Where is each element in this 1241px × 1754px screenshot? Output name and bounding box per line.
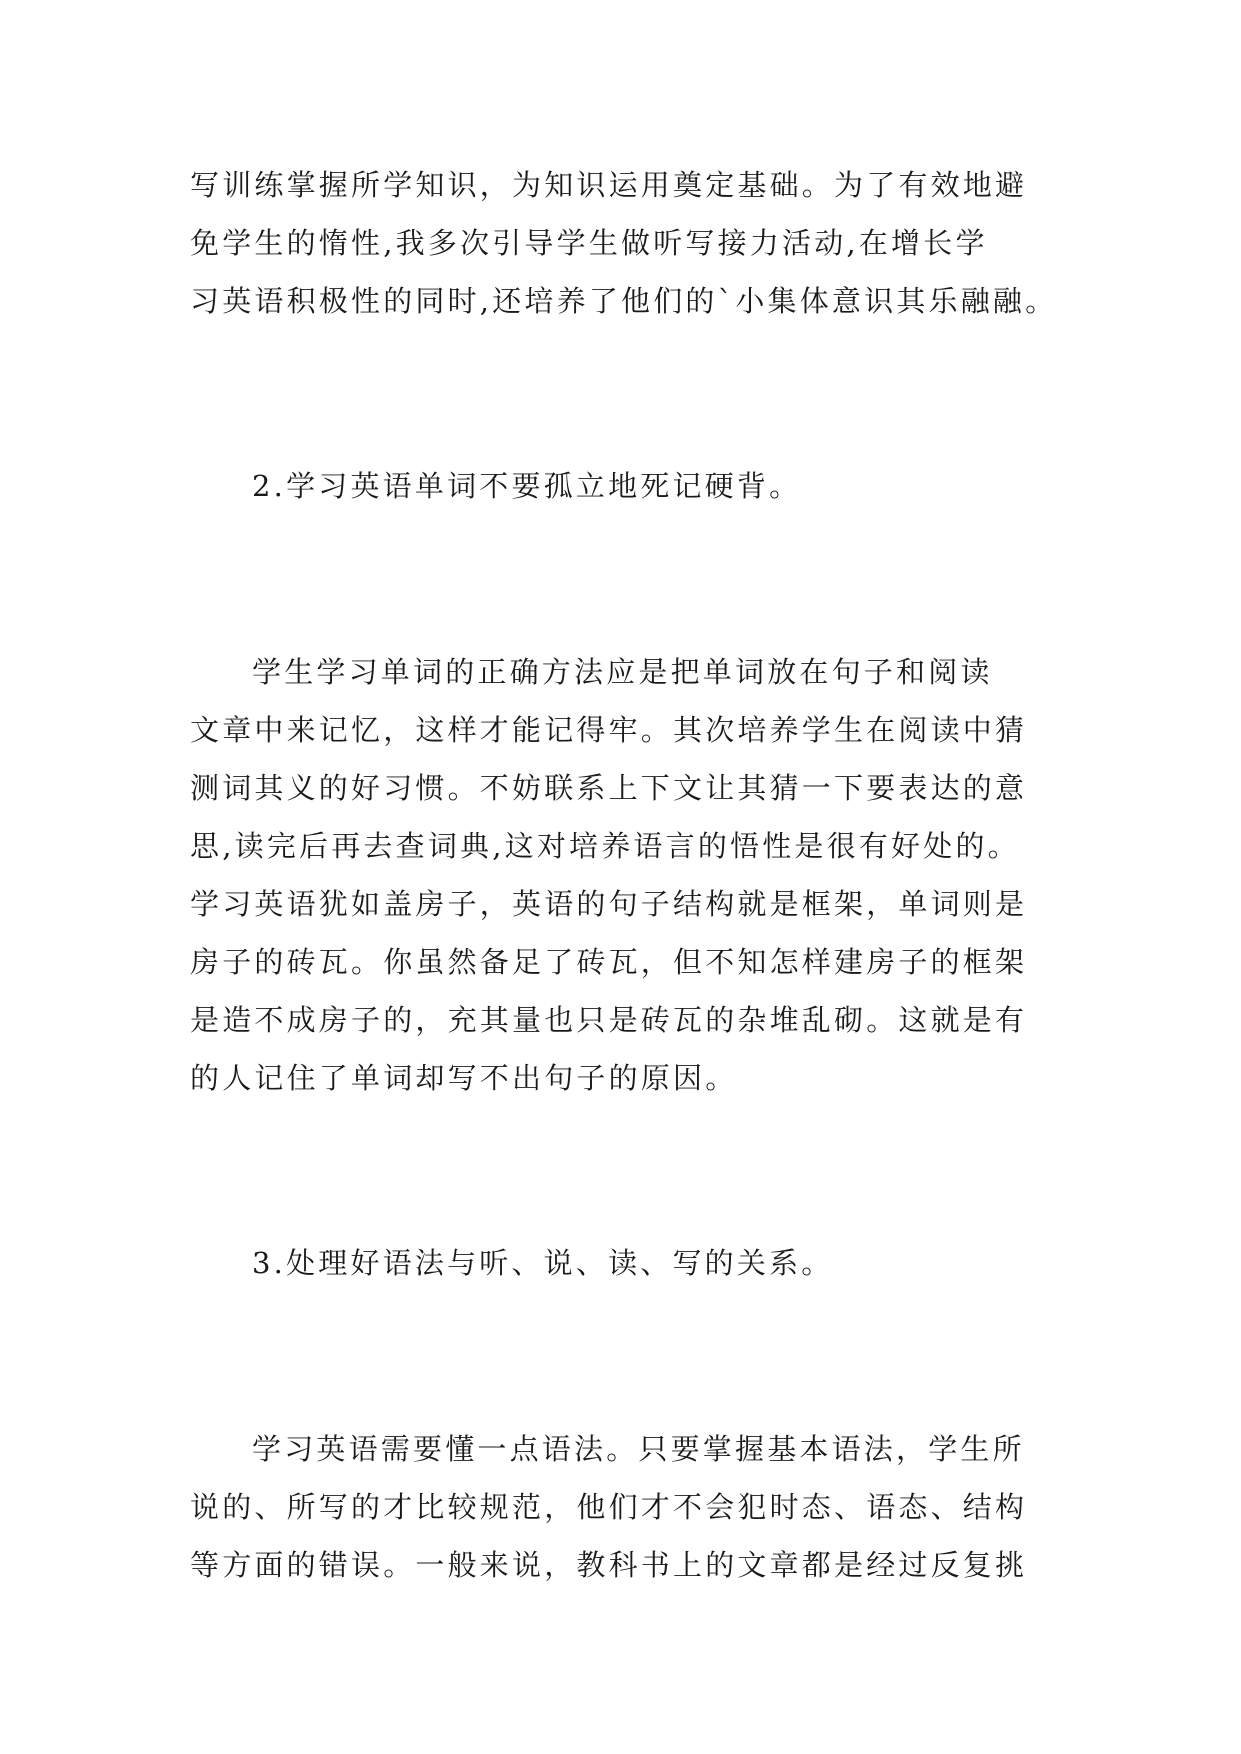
para3-line-1: 学习英语需要懂一点语法。只要掌握基本语法，学生所 [252, 1432, 1025, 1466]
section-heading-2: 2.学习英语单词不要孤立地死记硬背。 [252, 469, 802, 503]
para2-line-5: 学习英语犹如盖房子，英语的句子结构就是框架，单词则是 [190, 887, 1028, 921]
para2-line-4: 思,读完后再去查词典,这对培养语言的悟性是很有好处的。 [190, 829, 1020, 863]
para1-line-1: 写训练掌握所学知识，为知识运用奠定基础。为了有效地避 [190, 168, 1028, 202]
section-heading-3: 3.处理好语法与听、说、读、写的关系。 [252, 1246, 834, 1280]
para1-line-2: 免学生的惰性,我多次引导学生做听写接力活动,在增长学 [190, 226, 988, 260]
para2-line-3: 测词其义的好习惯。不妨联系上下文让其猜一下要表达的意 [190, 771, 1028, 805]
para2-line-8: 的人记住了单词却写不出句子的原因。 [190, 1061, 738, 1095]
para2-line-6: 房子的砖瓦。你虽然备足了砖瓦，但不知怎样建房子的框架 [190, 945, 1028, 979]
para2-line-2: 文章中来记忆，这样才能记得牢。其次培养学生在阅读中猜 [190, 713, 1028, 747]
para1-line-3: 习英语积极性的同时,还培养了他们的`小集体意识其乐融融。 [190, 284, 1058, 318]
para2-line-1: 学生学习单词的正确方法应是把单词放在句子和阅读 [252, 655, 993, 689]
para2-line-7: 是造不成房子的，充其量也只是砖瓦的杂堆乱砌。这就是有 [190, 1003, 1028, 1037]
para3-line-3: 等方面的错误。一般来说，教科书上的文章都是经过反复挑 [190, 1548, 1028, 1582]
para3-line-2: 说的、所写的才比较规范，他们才不会犯时态、语态、结构 [190, 1490, 1028, 1524]
